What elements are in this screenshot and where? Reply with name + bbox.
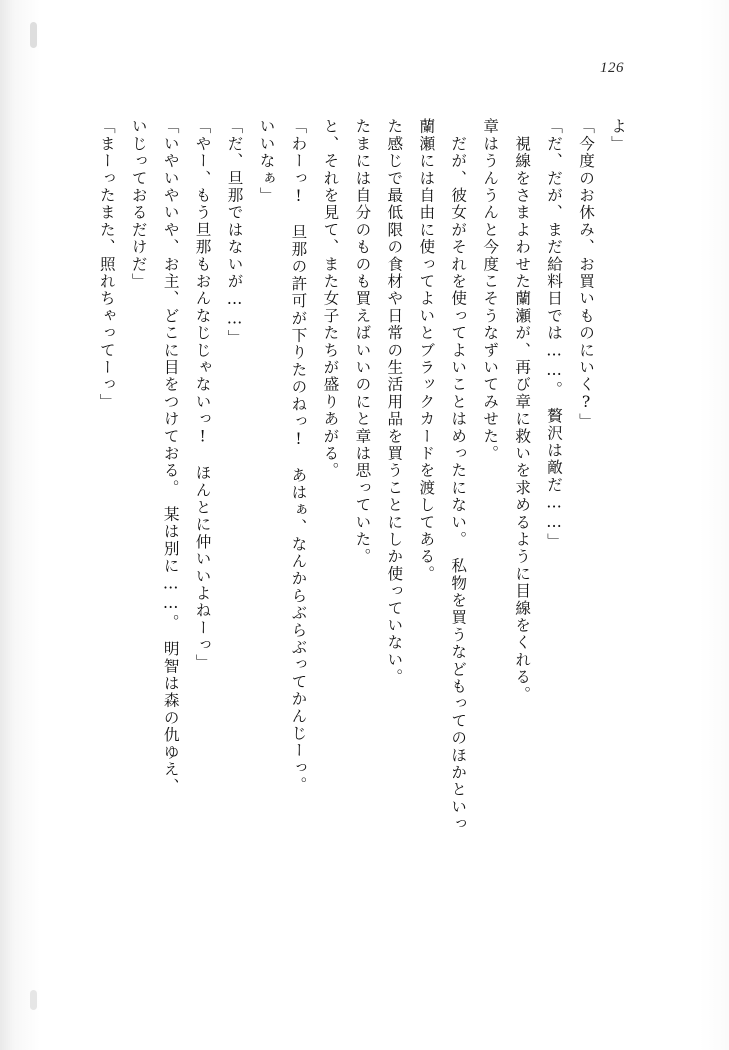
- text-line: た感じで最低限の食材や日常の生活用品を買うことにしか使っていない。: [385, 118, 404, 686]
- text-line: 章はうんうんと今度こそうなずいてみせた。: [481, 118, 500, 462]
- text-line: よ」: [609, 118, 627, 153]
- text-line: たまには自分のものも買えばいいのにと章は思っていた。: [353, 118, 372, 566]
- text-line: 「まーったまた、照れちゃってーっ」: [97, 118, 116, 411]
- text-line: 「だ、旦那ではないが……」: [225, 118, 244, 347]
- text-line: 「いやいやいや、お主、どこに目をつけておる。 某は別に……。 明智は森の仇ゆえ、: [161, 118, 180, 796]
- text-line: 「今度のお休み、お買いものにいく?」: [577, 118, 596, 430]
- text-line: 蘭瀬には自由に使ってよいとブラックカードを渡してある。: [417, 118, 436, 583]
- text-line: 「やー、もう旦那もおんなじじゃないっ! ほんとに仲いいよねーっ」: [193, 118, 212, 671]
- body-text: [96, 118, 633, 978]
- binding-mark-bottom: [30, 990, 37, 1010]
- text-line: 「だ、だが、まだ給料日では……。 贅沢は敵だ……」: [545, 118, 564, 550]
- text-line: と、それを見て、また女子たちが盛りあがる。: [321, 118, 340, 480]
- page-number: 126: [600, 60, 624, 76]
- text-line: いいなぁ」: [257, 118, 276, 204]
- text-line: 「わーっ! 旦那の許可が下りたのねっ! あはぁ、なんからぶらぶってかんじーっ。: [289, 118, 308, 794]
- text-line: いじっておるだけだ」: [129, 118, 148, 290]
- binding-mark-top: [30, 22, 37, 48]
- text-line: だが、彼女がそれを使ってよいことはめったにない。 私物を買うなどもってのほかといっ: [449, 118, 468, 833]
- text-line: 視線をさまよわせた蘭瀬が、再び章に救いを求めるように目線をくれる。: [513, 118, 532, 703]
